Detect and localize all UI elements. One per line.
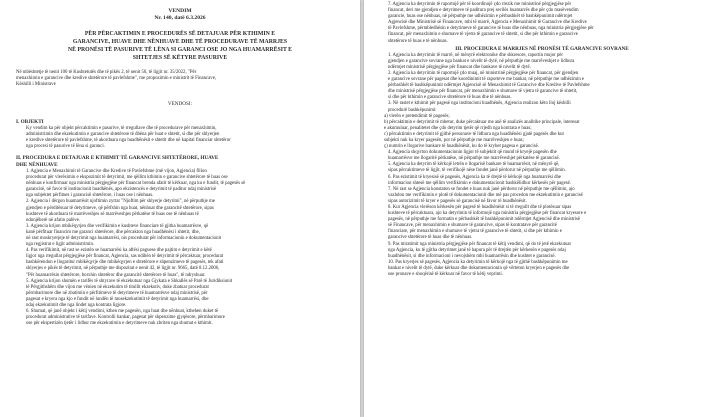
text-line: në rast moskryerjeje të detyrimit nga huamarrësi, nis procedurat për informacionin e dokumentacionit — [26, 236, 222, 242]
text-line: nënhuas e konfirmuar nga ministria përgjegjëse për financat brenda afatit të kërkuar, nga ku e fundit, të pagesës së — [26, 181, 246, 187]
text-line: "Për huamarrësin shtetërore, borxhin shtetëror dhe garancitë shtetërore të huas", të ndryshuar. — [26, 272, 206, 278]
section-2-title-line: II. PROCEDURA E DETAJUAR E KTHIMIT TË GARANCIVE SHTETËRORE, HUAVE — [16, 154, 219, 161]
vendosi-heading: VENDOSI: — [167, 100, 193, 107]
text-line: ligjor nga rregullat përgjegjëse për financat, Agjencia, sas ndihën të detyrimit të përcaktuar, procedurat — [26, 254, 224, 260]
section-2-paragraph-2 — [16, 199, 344, 223]
decision-title — [16, 30, 344, 62]
text-line: nga subjektet përfitues i garancisë shtetërore, i huas ose i nënhuas. — [26, 193, 154, 199]
intro-line: Këshilli i Ministrave — [16, 82, 56, 88]
text-line: pagesës, në përputhje me formatin e përbashkët të bashkëpunimit ndërmjet Agjencisë dhe ministrisë — [388, 217, 580, 223]
text-line: gjendjen e përditësuar të detyrimeve, që përfshin nga huat, nënhuat dhe garancitë shtetërore, sipas — [26, 205, 214, 211]
text-line: 10. Pas kryerjes së pagesës, Agjencia ka detyrimin të kërkojë nga të gjithë bashkëpunimin me — [388, 259, 568, 265]
list-item: ç) numrin e llogarive bankare të huadhënësit, ku do të kryhet pagesa e garancisë. — [384, 144, 539, 150]
text-line: të Përgjithshëm dhe vijon me vënien në ekzekutim të titullit ekzekutiv, duke zbatuar procedurat — [26, 284, 209, 290]
text-line: procedurat administrative të tarifave. Kontrolli bankar, pagesat për shpenzime gjyqësore, përmbarimore — [26, 315, 225, 321]
section-3-paragraph-5 — [378, 162, 706, 174]
section-3-paragraph-2 — [378, 71, 706, 101]
text-line: financiare, për menaxhimin e shumave të vjetra të garancive të shtetit, si dhe për kthimin e — [388, 229, 562, 235]
text-line: garancie, huas ose nënhuas, në përputhje me udhëzimin e përbashkët të bashkëpunimit ndërmjet — [388, 14, 573, 20]
section-1-title: I. OBJEKTI — [16, 118, 44, 125]
section-2-paragraph-7 — [378, 2, 706, 45]
text-line: 9. Pas miratimit nga ministria përgjegjëse për financat të këtij vendimi, që do të jetë ekzekutuar — [388, 241, 572, 247]
text-line: pagesat e kryera nga kjo e fundit në lundën të mosekzekutimit të detyrimit nga huamarrësi, dhe — [26, 296, 209, 302]
text-line: sipas përcaktimeve të ligjit, të verifikojë nëse fondet janë përdorur në përputhje me qëllimin. — [388, 168, 566, 174]
text-line: 2. Agjencia i dërgon huamarrësit njoftimin zyrtar "Njoftim për shlyerje detyrimi", në përputhje me — [26, 199, 215, 205]
section-2-paragraph-4 — [16, 248, 344, 278]
section-3-paragraph-4 — [378, 150, 706, 162]
text-line: administrimin dhe ekzekutimin e garancive shtetërore të dhëna për huat e shtetit, si dhe për shlyerjen — [26, 131, 220, 137]
list-item: c) përcaktimin e detyrimit të gjithë personave të lidhura nga huadhënësi gjatë pagesës dhe kur — [384, 131, 565, 137]
text-line: procedurë bashkëpunimi: — [388, 107, 437, 113]
text-line: nga procesi të pasurive të lëna si garanci. — [26, 143, 105, 149]
text-line: 1. Agjencia ka detyrimin të marrë, në mënyrë elektronike dhe shkresore, raportin mujor për — [388, 52, 564, 58]
decision-number: Nr. 140, datë 6.3.2026 — [154, 15, 206, 21]
intro-line: Në mbështetje të nenit 100 të Kushtetutës dhe të pikës 2, të nenit 50, të ligjit nr. 35/2022, "Për — [16, 70, 197, 75]
text-line: shtetërore të huas e të nënhuas. — [388, 38, 448, 44]
text-line: 3. Agjencia krijon mbikëqyrjen dhe verifikimin e kushteve financiare të gjitha huamarrësve, që — [26, 223, 209, 229]
text-line: Agjencisë dhe Ministrisë së Financave, mbi të marrë, Agjencia e Menaxhimit të Garancive dhe Kredive — [388, 20, 587, 26]
text-line: garancive shtetërore të huas dhe të nënhuas. — [388, 235, 473, 241]
section-2-paragraph-6 — [16, 309, 344, 327]
title-line: NË PRONËSI TË PASURIVE TË LËNA SI GARANCI OSE JO NGA HUAMARRËSIT E — [67, 47, 293, 53]
text-line: ndërmjet ministrisë përgjegjëse për financat dhe bankave të nivelit të dytë. — [388, 64, 531, 70]
text-line: ose për ekspertizën tjetër i lidhur me ekzekutimin e detyrimeve nuk zbriten nga shumat e kthimit. — [26, 321, 213, 327]
text-line: nga regjistrat e ligjit administrimin. — [26, 242, 95, 248]
text-line: përmbarimore dhe në zbatimin e përfitimeve të detyrimeve të huamarrësve ndaj ministrisë, për — [26, 290, 208, 296]
section-2-title — [16, 155, 344, 169]
section-3-paragraph-3 — [378, 101, 706, 113]
text-line: 5. Agjencia ka detyrim të kërkojë letrën e llogarisë bankare të huamarrësit, në mënyrë që, — [388, 162, 560, 168]
text-line: 4. Agjencia shqyrton dokumentacionin ligjor të subjektit që mund të kryejë pagesën dhe — [388, 150, 557, 156]
text-line: kanë përfituar financim me garanci shtetërore, dhe përcakton nga huadhënësi i shtetit, dhe, — [26, 229, 200, 235]
text-line: informacion shtesë me qëllim verifikimin e dokumentacionit bashkëlidhur kërkesës për pagesë. — [388, 180, 571, 186]
text-line: ose pronave e shoqërisë të kërkuar në favor të këtij veprimi. — [388, 272, 503, 278]
text-line: procedurat për vlerësimin e ekspozimit të detyrimit, me qëllim kthimin e garancive shtetërore të huas ose — [26, 175, 228, 181]
text-line: garancisë, në favor të institucionit huadhënës, apo ekzistencës e detyrimit të paditur ndaj ministrisë — [26, 187, 217, 193]
list-item: b) përcaktimin e detyrimit të mbetur, duke përcaktuar me anë të analizës analitike principale, interesat — [384, 119, 580, 125]
text-line: sipas autorizimit të kryer e pagesës së garancisë në favor të huadhënësit. — [388, 198, 527, 204]
text-line: kushteve të përcaktuara, ajo ka detyrimin të informojë nga ministria përgjegjëse për financat kryesore e — [388, 211, 587, 217]
text-line: kushteve të akorduara të marrëveshjes së marrëveshjes përkatëse të huas ose të nënhuas të — [26, 211, 199, 217]
section-3-paragraph-8 — [378, 205, 706, 242]
text-line: së Financave, për menaxhimin e shumave të garancive, sipas të kontratave për garancitë — [388, 223, 557, 229]
text-line: shlyerjes e pikës të detyrimit, në përputhje me dispozitat e nenit 42, të ligjit nr. 9665, datë 8.12.2006, — [26, 266, 220, 272]
text-line: përbashkët të bashkëpunimit ndërmjet Agjencisë së Menaxhimit të Garancive dhe Kredive të Pavlefshme — [388, 83, 590, 89]
text-line: financat, për menaxhimin e shumave të vjetra të garancive të shtetit, si dhe për kthimin e garancive — [388, 32, 578, 38]
list-item: subjekti nuk ka kryer pagesën, por në përputhje me marrëveshjen e huas; — [384, 137, 524, 143]
text-line: nga Agjencia, ku të gjitha detyrimet janë të hapura për të drejtën për kërkesën e pagesës ndaj — [388, 247, 566, 253]
text-line: vazhdon me verifikimin e plotë të dokumentacionit dhe më pas procedon me ekzekutimin e garancisë — [388, 192, 583, 198]
title-line: GARANCIVE, HUAVE DHE NËNHUAVE DHE TË PROCEDURAVE TË MARRJES — [72, 39, 288, 45]
text-line: bashkërendon e llogaritur mbikëqyrje dhe mbikëqyrjen e shtetërore e shpenzimeve të pagesës, tek afati — [26, 260, 224, 266]
section-3-paragraph-9 — [378, 242, 706, 260]
section-3-paragraph-10 — [378, 260, 706, 278]
text-line: 8. Kur Agjencia vlerëson kërkesën për pagesë të huadhënësit si të rregullt dhe të plotësuar sipas — [388, 205, 572, 210]
text-line: e kredive shtetërore të pavlefshme, të akorduara nga huadhënësit e shtetit dhe në kapital financiar shtetëror — [26, 137, 231, 143]
text-line: 3. Në rastet e kthimit për pagesë nga institucioni huadhënës, Agjencia realizon këto lloj këshilli — [388, 101, 571, 107]
document-page-right — [364, 0, 720, 417]
list-item: e akumuluar, penalitetet dhe çdo detyrim tjetër që rrjedh nga kontrata e huas; — [384, 125, 532, 131]
section-2-paragraph-3 — [16, 224, 344, 248]
text-line: ndonjëherë në afatin palëve. — [26, 217, 81, 223]
text-line: e garancive sovrane për pagesat dhe koordinimit të raporteve me bankat, në përputhje me udhëzimin e — [388, 77, 585, 83]
text-line: 6. Shumat, që janë objekt i këtij vendimi, kthen me pagesën, nga huat dhe nënhuat, kthehen duket të — [26, 309, 219, 315]
text-line: bankat e nivelit të dytë, duke kërkuar dhe dokumentacionin që vërteton kryerjen e pagesës dhe — [388, 265, 570, 271]
title-line: SHTETJES SË KËTYRE PASURIVE — [132, 55, 228, 61]
intro-line: menaxhimin e garancive dhe kredive shtetërore të pavlefshme", me propozimin e ministrit të Financave, — [16, 76, 217, 82]
text-line: gjendjen e garancive sovrane nga bankat e nivelit të dytë, në përputhje me marrëveshjet e lidhura — [388, 58, 575, 64]
section-3-paragraph-1 — [378, 53, 706, 71]
text-line: 4. Pas verifikimit, në rast se ezistën se huamarrësi ka aftësi paguese dhe pajtim e detyrimit e këtë — [26, 248, 212, 254]
text-line: 7. Agjencia ka detyrimin të raportojë për të koordinojë çdo rrezik me ministrinë përgjegjëse për — [388, 2, 572, 7]
section-3-title: III. PROCEDURA E MARRJES NË PRONËSI TË GARANCIVE SOVRANE — [455, 45, 629, 52]
section-2-title-line: DHE NËNHUAVE — [16, 161, 58, 168]
section-3-paragraph-7 — [378, 187, 706, 205]
text-line: Ky vendim ka për objekt përcaktimin e pasurive, të rregullave dhe të procedurave për menaxhimin, — [26, 125, 217, 131]
text-line: 5. Agjencia krijon shumën e tarifës të shtyrave të ekzekutuar nga Gjykata e Shkallës së Parë të Juridiksionit — [26, 278, 233, 284]
text-line: financat, deri me gjendjen e detyrimeve të paditura prej secilës huamarrës dhe për çdo masëvendim — [388, 8, 579, 14]
section-2-paragraph-1 — [16, 169, 344, 199]
text-line: të Pavlefshme, përmbledhësin e detyrimeve të garancive të huas dhe nënhuas, nga ministria përgjegjëse për — [388, 26, 594, 32]
text-line: huadhënësit, si dhe informacioni i nevojshëm mbi huamarrësin dhe kushtet e garancisë. — [388, 253, 556, 259]
text-line: huamarrësve me llogaritë përkatëse, në përputhje me marrëveshjet përkatëse të garancisë. — [388, 156, 560, 162]
text-line: 1. Agjencia e Menaxhimit të Garancive dhe Kredive të Pavlefshme (më vijon, Agjencia) fillon — [26, 168, 207, 174]
section-3-list — [378, 114, 706, 151]
section-2-paragraph-5 — [16, 279, 344, 309]
text-line: 6. Pas ezistimit të kryesisë së pagesës, Agjencia ka të drejtë të kërkojë nga huamarrësi dhe — [388, 174, 562, 180]
legal-basis — [16, 70, 344, 89]
text-line: 7. Në rast se Agjencia konstaton se fondet e huas nuk janë përdorur në përputhje me qëllimin, ajo — [388, 186, 575, 192]
text-line: si dhe për kthimin e garancive shtetërore të huas dhe të nënhuas. — [388, 95, 512, 101]
section-3-paragraph-6 — [378, 175, 706, 187]
list-item: a) vlerën e pretendimit të pagesës; — [384, 113, 450, 119]
section-1-paragraph — [16, 126, 344, 150]
text-line: dhe ministrisë përgjegjëse për financat, për menaxhimin e shumave të vjetra të garancive të shtetit, — [388, 89, 578, 95]
decision-heading: VENDIM — [168, 8, 192, 14]
text-line: ndaj ekzekutimit dhe nga lindet nga kontrata ligjore. — [26, 303, 127, 309]
title-line: PËR PËRCAKTIMIN E PROCEDURËS SË DETAJUAR PËR KTHIMIN E — [84, 31, 276, 37]
text-line: 2. Agjencia ka detyrimin të raportojë çdo muaj, në ministrinë përgjegjëse për financat, për gjendjen — [388, 70, 579, 76]
